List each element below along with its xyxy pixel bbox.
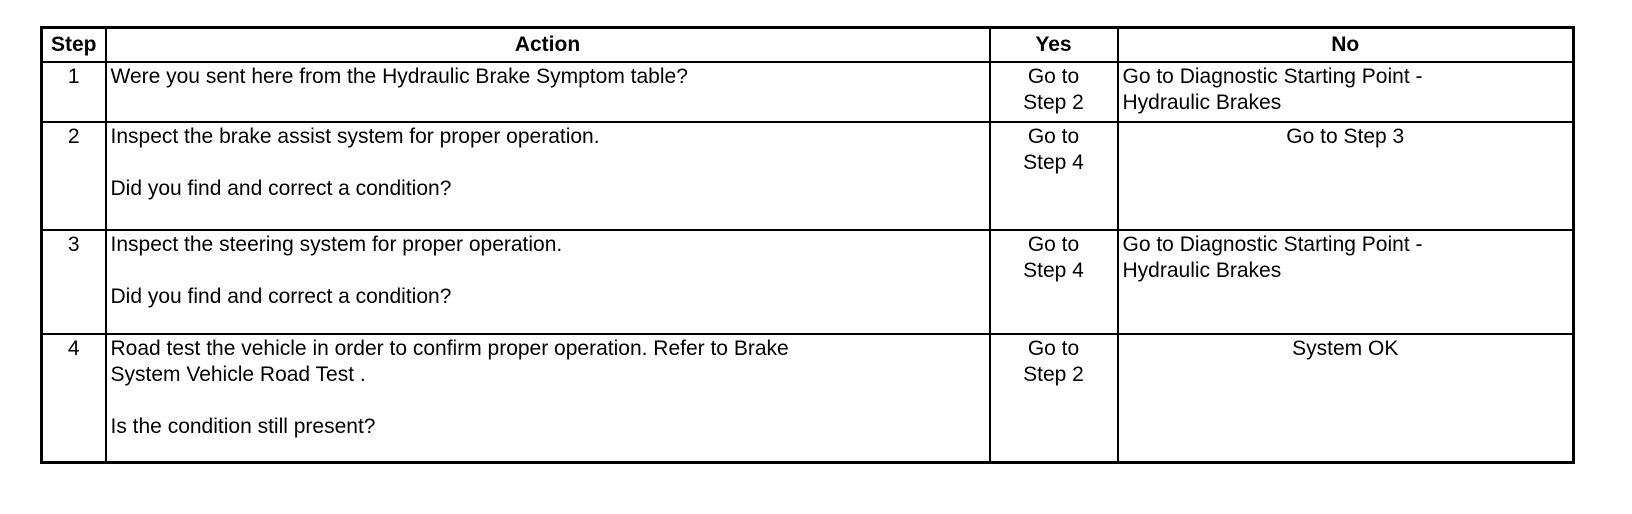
yes-cell [990,334,1118,463]
no-text: Go to Diagnostic Starting Point - [1122,65,1423,88]
action-question: Did you find and correct a condition? [110,285,452,308]
step-number: 4 [42,334,106,463]
header-yes: Yes [990,28,1118,63]
step-number: 2 [42,122,106,230]
no-text-2: Hydraulic Brakes [1122,91,1282,114]
action-cell [106,230,990,334]
yes-cell [990,62,1118,122]
table-row [42,230,1574,334]
no-text: Go to Diagnostic Starting Point - [1122,233,1423,256]
yes-cell [990,230,1118,334]
yes-step: Step 2 [1023,363,1084,386]
header-step: Step [42,28,106,63]
action-text-2: System Vehicle Road Test . [110,363,366,386]
diagnostic-table [40,26,1575,464]
action-text: Inspect the brake assist system for proper operation. [110,125,600,148]
yes-text: Go to [1027,233,1080,256]
no-cell [1118,230,1574,334]
action-text: Inspect the steering system for proper operation. [110,233,563,256]
action-question: Is the condition still present? [110,415,376,438]
yes-text: Go to [1027,65,1080,88]
step-number: 1 [42,62,106,122]
header-no: No [1118,28,1574,63]
no-text-2: Hydraulic Brakes [1122,259,1282,282]
table-row [42,122,1574,230]
action-cell [106,62,990,122]
header-row [42,28,1574,63]
yes-cell [990,122,1118,230]
action-text: Road test the vehicle in order to confirm proper operation. Refer to Brake [110,337,789,360]
yes-text: Go to [1027,337,1080,360]
yes-step: Step 4 [1023,259,1084,282]
header-action: Action [106,28,990,63]
action-question: Did you find and correct a condition? [110,177,452,200]
table-row [42,334,1574,463]
no-text: System OK [1292,337,1399,360]
no-text: Go to Step 3 [1286,125,1405,148]
action-cell [106,122,990,230]
step-number: 3 [42,230,106,334]
yes-step: Step 4 [1023,151,1084,174]
no-cell [1118,334,1574,463]
no-cell [1118,62,1574,122]
yes-step: Step 2 [1023,91,1084,114]
action-cell [106,334,990,463]
table-row [42,62,1574,122]
no-cell [1118,122,1574,230]
action-text: Were you sent here from the Hydraulic Brake Symptom table? [110,65,688,88]
yes-text: Go to [1027,125,1080,148]
